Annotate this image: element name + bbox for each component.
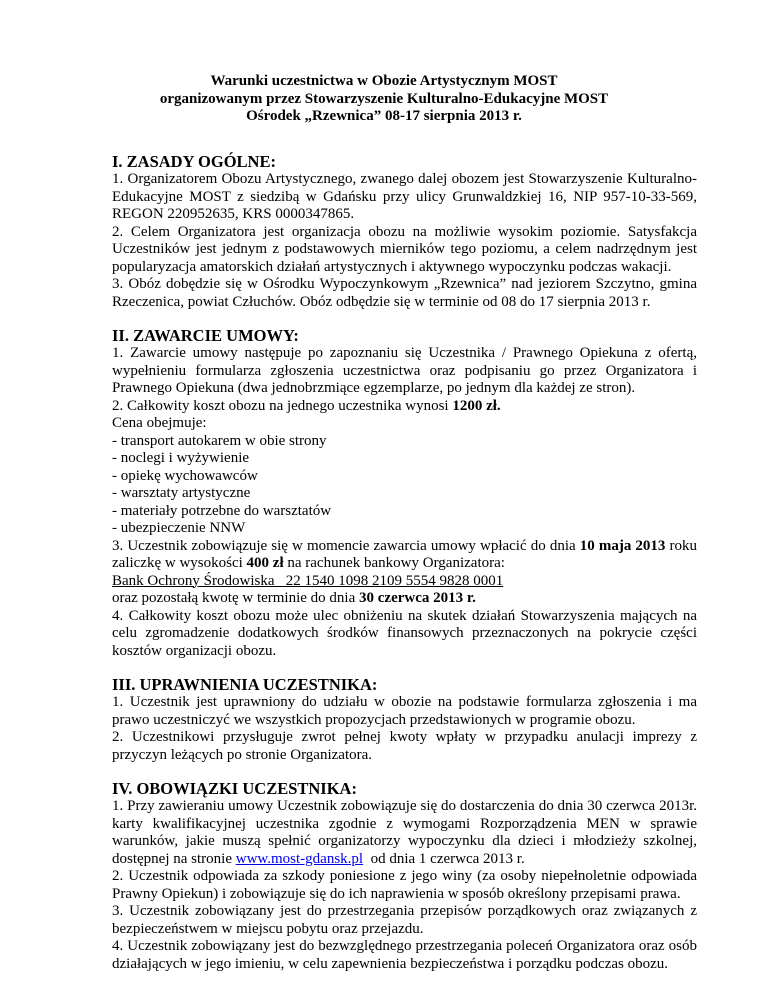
list-item: - materiały potrzebne do warsztatów — [112, 502, 332, 519]
section-general-rules — [112, 153, 697, 311]
paragraph-cost — [112, 398, 697, 416]
list-item: - transport autokarem w obie strony — [112, 432, 327, 449]
list-item: - noclegi i wyżywienie — [112, 450, 250, 466]
paragraph: 4. Uczestnik zobowiązany jest do bezwzględnego przestrzegania poleceń Organizatora oraz osób działających w jego imieniu, w celu zapewnienia bezpieczeństwa i porządku podczas obozu. — [112, 938, 697, 972]
remaining-date: 30 czerwca 2013 r. — [359, 590, 476, 606]
paragraph: 3. Uczestnik zobowiązany jest do przestrzegania przepisów porządkowych oraz związanych z bezpieczeństwem w miejscu pobytu oraz przejazdu. — [112, 903, 697, 937]
cost-amount: 1200 zł. — [452, 397, 501, 414]
paragraph-medical-card — [112, 798, 697, 868]
paragraph: 2. Uczestnikowi przysługuje zwrot pełnej kwoty wpłaty w przypadku anulacji imprezy z przyczyn leżących po stronie Organizatora. — [112, 729, 697, 763]
title-line-1: Warunki uczestnictwa w Obozie Artystycznym MOST — [210, 73, 558, 89]
section-heading: III. UPRAWNIENIA UCZESTNIKA: — [112, 675, 378, 694]
paragraph: 3. Obóz dobędzie się w Ośrodku Wypoczynkowym „Rzewnica” nad jeziorem Szczytno, gmina Rzeczenica, powiat Człuchów. Obóz odbędzie się w terminie od 08 do 17 sierpnia 2013 r. — [112, 276, 697, 310]
paragraph: 1. Uczestnik jest uprawniony do udziału w obozie na podstawie formularza zgłoszenia i ma prawo uczestniczyć we wszystkich propozycjach przedstawionych w programie obozu. — [112, 694, 697, 728]
list-item: - ubezpieczenie NNW — [112, 520, 246, 536]
document-title — [0, 73, 768, 126]
list-item: - warsztaty artystyczne — [112, 485, 251, 501]
section-heading: I. ZASADY OGÓLNE: — [112, 152, 276, 171]
title-line-2: organizowanym przez Stowarzyszenie Kulturalno-Edukacyjne MOST — [159, 90, 609, 107]
website-link[interactable]: www.most-gdansk.pl — [235, 850, 364, 867]
list-item: - opiekę wychowawców — [112, 467, 258, 484]
section-heading: II. ZAWARCIE UMOWY: — [112, 326, 299, 345]
document-body — [112, 153, 697, 989]
deposit-amount: 400 zł — [246, 555, 284, 571]
section-heading: IV. OBOWIĄZKI UCZESTNIKA: — [112, 779, 357, 798]
paragraph: 2. Uczestnik odpowiada za szkody poniesione z jego winy (za osoby niepełnoletnie odpowiada Prawny Opiekun) i zobowiązuje się do ich naprawienia w sposób określony przepisami prawa. — [112, 868, 697, 902]
title-line-3: Ośrodek „Rzewnica” 08-17 sierpnia 2013 r. — [246, 108, 522, 124]
price-includes-label: Cena obejmuje: — [112, 415, 207, 431]
section-contract — [112, 327, 697, 660]
deposit-text: 3. Uczestnik zobowiązuje się w momencie zawarcia umowy wpłacić do dnia — [112, 537, 580, 554]
section-participant-duties — [112, 780, 697, 973]
section-participant-rights — [112, 676, 697, 764]
paragraph: 1. Zawarcie umowy następuje po zapoznaniu się Uczestnika / Prawnego Opiekuna z ofertą, wypełnieniu formularza zgłoszenia uczestnictwa oraz podpisaniu go przez Organizatora i Prawnego Opiekuna (dwa jednobrzmiące egzemplarze, po jednym dla każdej ze stron). — [112, 345, 697, 396]
remaining-payment — [112, 590, 697, 608]
deposit-date: 10 maja 2013 — [579, 537, 666, 554]
paragraph: 4. Całkowity koszt obozu może ulec obniżeniu na skutek działań Stowarzyszenia mających na celu zgromadzenie dodatkowych środków finansowych przeznaczonych na pokrycie części kosztów organizacji obozu. — [112, 607, 697, 659]
remaining-text: oraz pozostałą kwotę w terminie do dnia — [112, 590, 360, 606]
deposit-text: roku zaliczkę w wysokości — [112, 537, 697, 571]
medical-card-text: od dnia 1 czerwca 2013 r. — [363, 850, 525, 867]
medical-card-text: 1. Przy zawieraniu umowy Uczestnik zobowiązuje się do dostarczenia do dnia 30 czerwca 2013r. karty kwalifikacyjnej uczestnika zgodnie z wymogami Rozporządzenia MEN w sprawie warunków, jakie muszą spełnić organizatorzy wypoczynku dla dzieci i młodzieży szkolnej, dostępnej na stronie — [112, 798, 697, 867]
paragraph: 2. Celem Organizatora jest organizacja obozu na możliwie wysokim poziomie. Satysfakcja Uczestników jest jednym z podstawowych mierników tego poziomu, a celem nadrzędnym jest popularyzacja amatorskich działań artystycznych i aktywnego wypoczynku podczas wakacji. — [112, 223, 697, 275]
paragraph: 1. Organizatorem Obozu Artystycznego, zwanego dalej obozem jest Stowarzyszenie Kulturalno-Edukacyjne MOST z siedzibą w Gdańsku przy ulicy Grunwaldzkiej 16, NIP 957-10-33-569, REGON 220952635, KRS 0000347865. — [112, 171, 697, 222]
deposit-text: na rachunek bankowy Organizatora: — [283, 555, 505, 571]
cost-text: 2. Całkowity koszt obozu na jednego uczestnika wynosi — [112, 397, 453, 414]
bank-account: Bank Ochrony Środowiska 22 1540 1098 2109 5554 9828 0001 — [112, 572, 504, 589]
paragraph-deposit — [112, 538, 697, 573]
